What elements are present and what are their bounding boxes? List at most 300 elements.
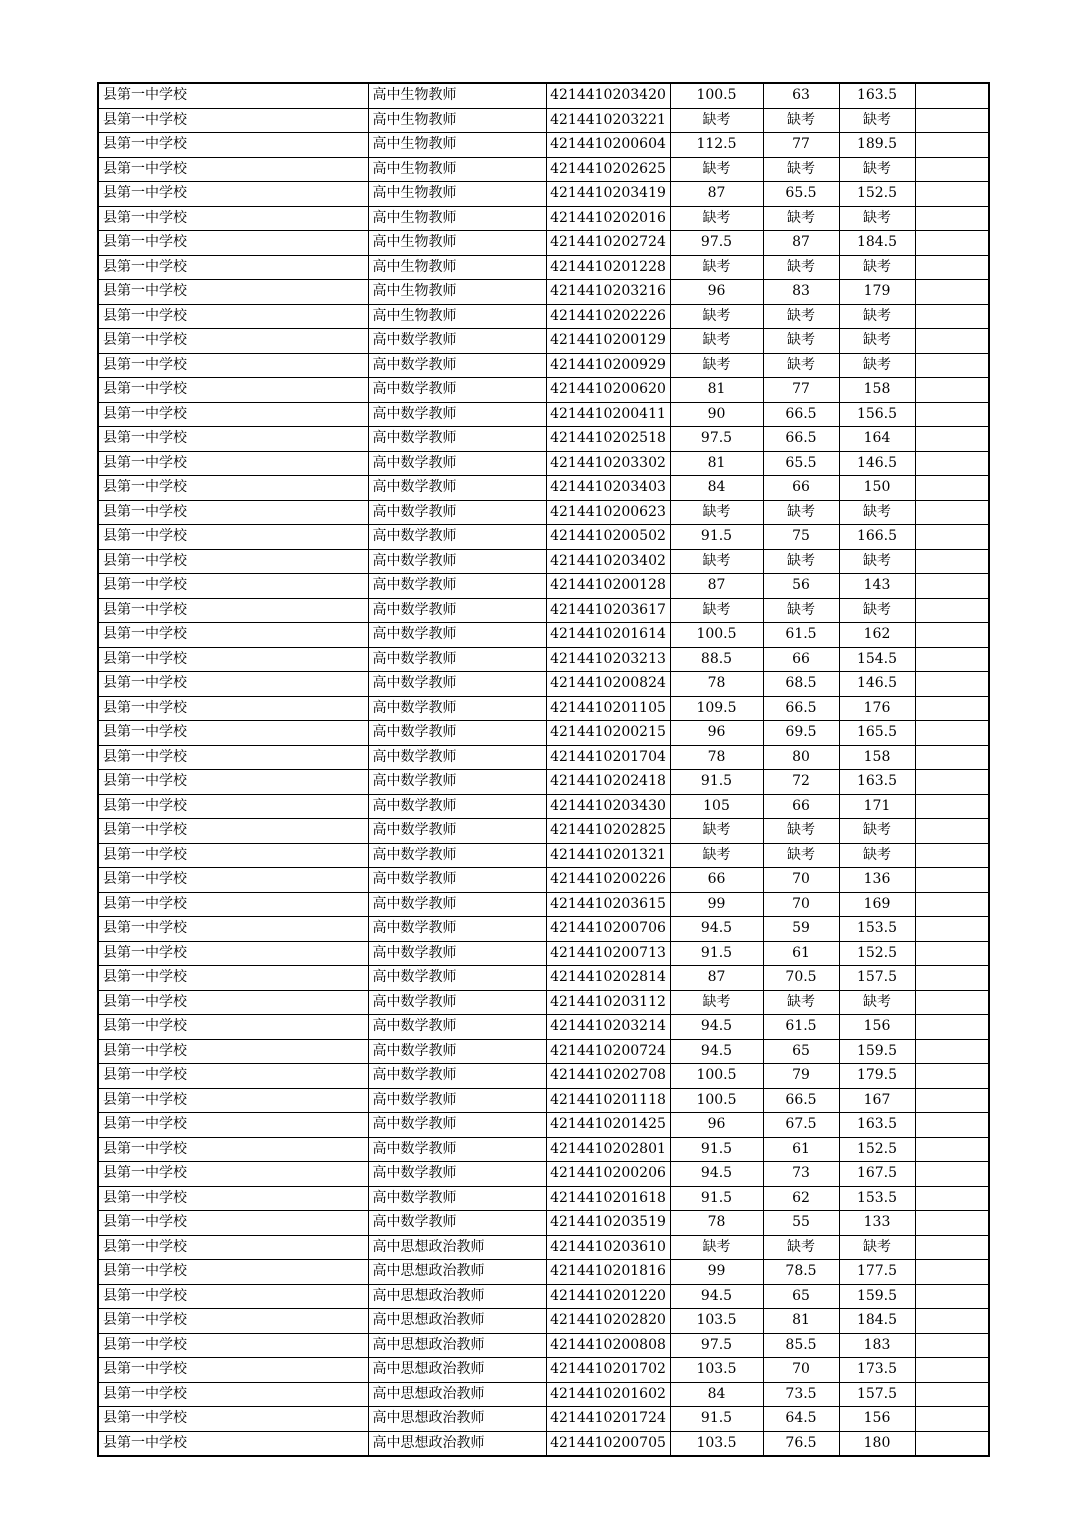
exam-id-cell: 4214410200929 xyxy=(546,353,670,378)
table-row xyxy=(98,353,989,378)
written-score-cell: 105 xyxy=(670,794,763,819)
score-table xyxy=(97,82,990,1457)
table-row xyxy=(98,1015,989,1040)
position-cell: 高中数学教师 xyxy=(368,574,546,599)
written-score-cell: 94.5 xyxy=(670,1039,763,1064)
interview-score-cell: 缺考 xyxy=(763,255,839,280)
written-score-cell: 81 xyxy=(670,378,763,403)
position-cell: 高中生物教师 xyxy=(368,231,546,256)
exam-id-cell: 4214410201614 xyxy=(546,623,670,648)
written-score-cell: 96 xyxy=(670,1113,763,1138)
position-cell: 高中数学教师 xyxy=(368,696,546,721)
table-row xyxy=(98,1382,989,1407)
total-score-cell: 缺考 xyxy=(839,819,915,844)
position-cell: 高中生物教师 xyxy=(368,182,546,207)
written-score-cell: 缺考 xyxy=(670,500,763,525)
total-score-cell: 153.5 xyxy=(839,917,915,942)
written-score-cell: 缺考 xyxy=(670,108,763,133)
exam-id-cell: 4214410200206 xyxy=(546,1162,670,1187)
remark-cell xyxy=(915,696,989,721)
exam-id-cell: 4214410200129 xyxy=(546,329,670,354)
interview-score-cell: 缺考 xyxy=(763,206,839,231)
total-score-cell: 163.5 xyxy=(839,83,915,108)
remark-cell xyxy=(915,182,989,207)
exam-id-cell: 4214410200215 xyxy=(546,721,670,746)
unit-cell: 县第一中学校 xyxy=(98,794,368,819)
position-cell: 高中思想政治教师 xyxy=(368,1235,546,1260)
remark-cell xyxy=(915,1186,989,1211)
written-score-cell: 97.5 xyxy=(670,427,763,452)
remark-cell xyxy=(915,1039,989,1064)
total-score-cell: 166.5 xyxy=(839,525,915,550)
written-score-cell: 缺考 xyxy=(670,329,763,354)
unit-cell: 县第一中学校 xyxy=(98,549,368,574)
remark-cell xyxy=(915,1211,989,1236)
unit-cell: 县第一中学校 xyxy=(98,1039,368,1064)
exam-id-cell: 4214410200411 xyxy=(546,402,670,427)
total-score-cell: 176 xyxy=(839,696,915,721)
table-row xyxy=(98,427,989,452)
position-cell: 高中数学教师 xyxy=(368,476,546,501)
remark-cell xyxy=(915,647,989,672)
total-score-cell: 缺考 xyxy=(839,157,915,182)
interview-score-cell: 61 xyxy=(763,1137,839,1162)
written-score-cell: 91.5 xyxy=(670,1186,763,1211)
total-score-cell: 156.5 xyxy=(839,402,915,427)
position-cell: 高中数学教师 xyxy=(368,525,546,550)
exam-id-cell: 4214410200713 xyxy=(546,941,670,966)
remark-cell xyxy=(915,1358,989,1383)
table-row xyxy=(98,1260,989,1285)
written-score-cell: 100.5 xyxy=(670,1064,763,1089)
written-score-cell: 94.5 xyxy=(670,917,763,942)
position-cell: 高中数学教师 xyxy=(368,819,546,844)
position-cell: 高中数学教师 xyxy=(368,378,546,403)
unit-cell: 县第一中学校 xyxy=(98,966,368,991)
interview-score-cell: 65 xyxy=(763,1284,839,1309)
interview-score-cell: 61.5 xyxy=(763,623,839,648)
position-cell: 高中数学教师 xyxy=(368,1015,546,1040)
position-cell: 高中思想政治教师 xyxy=(368,1407,546,1432)
table-row xyxy=(98,819,989,844)
total-score-cell: 157.5 xyxy=(839,1382,915,1407)
written-score-cell: 100.5 xyxy=(670,83,763,108)
written-score-cell: 103.5 xyxy=(670,1358,763,1383)
written-score-cell: 91.5 xyxy=(670,941,763,966)
exam-id-cell: 4214410201220 xyxy=(546,1284,670,1309)
exam-id-cell: 4214410201425 xyxy=(546,1113,670,1138)
total-score-cell: 153.5 xyxy=(839,1186,915,1211)
interview-score-cell: 77 xyxy=(763,378,839,403)
total-score-cell: 缺考 xyxy=(839,549,915,574)
written-score-cell: 96 xyxy=(670,721,763,746)
written-score-cell: 78 xyxy=(670,672,763,697)
table-row xyxy=(98,1333,989,1358)
table-row xyxy=(98,1309,989,1334)
exam-id-cell: 4214410203213 xyxy=(546,647,670,672)
written-score-cell: 91.5 xyxy=(670,1407,763,1432)
unit-cell: 县第一中学校 xyxy=(98,1382,368,1407)
exam-id-cell: 4214410200724 xyxy=(546,1039,670,1064)
remark-cell xyxy=(915,1137,989,1162)
interview-score-cell: 59 xyxy=(763,917,839,942)
exam-id-cell: 4214410202518 xyxy=(546,427,670,452)
unit-cell: 县第一中学校 xyxy=(98,770,368,795)
remark-cell xyxy=(915,549,989,574)
unit-cell: 县第一中学校 xyxy=(98,696,368,721)
unit-cell: 县第一中学校 xyxy=(98,868,368,893)
total-score-cell: 缺考 xyxy=(839,255,915,280)
unit-cell: 县第一中学校 xyxy=(98,1235,368,1260)
written-score-cell: 97.5 xyxy=(670,1333,763,1358)
exam-id-cell: 4214410200128 xyxy=(546,574,670,599)
interview-score-cell: 79 xyxy=(763,1064,839,1089)
written-score-cell: 78 xyxy=(670,745,763,770)
written-score-cell: 缺考 xyxy=(670,304,763,329)
unit-cell: 县第一中学校 xyxy=(98,1260,368,1285)
table-row xyxy=(98,598,989,623)
total-score-cell: 189.5 xyxy=(839,133,915,158)
total-score-cell: 164 xyxy=(839,427,915,452)
interview-score-cell: 缺考 xyxy=(763,549,839,574)
remark-cell xyxy=(915,770,989,795)
written-score-cell: 缺考 xyxy=(670,598,763,623)
exam-id-cell: 4214410202226 xyxy=(546,304,670,329)
total-score-cell: 156 xyxy=(839,1015,915,1040)
table-row xyxy=(98,868,989,893)
exam-id-cell: 4214410201816 xyxy=(546,1260,670,1285)
interview-score-cell: 缺考 xyxy=(763,598,839,623)
table-row xyxy=(98,1358,989,1383)
total-score-cell: 179 xyxy=(839,280,915,305)
interview-score-cell: 78.5 xyxy=(763,1260,839,1285)
remark-cell xyxy=(915,892,989,917)
position-cell: 高中生物教师 xyxy=(368,157,546,182)
remark-cell xyxy=(915,255,989,280)
position-cell: 高中数学教师 xyxy=(368,1162,546,1187)
table-row xyxy=(98,770,989,795)
exam-id-cell: 4214410203302 xyxy=(546,451,670,476)
remark-cell xyxy=(915,304,989,329)
exam-id-cell: 4214410200620 xyxy=(546,378,670,403)
table-row xyxy=(98,1039,989,1064)
exam-id-cell: 4214410203402 xyxy=(546,549,670,574)
total-score-cell: 171 xyxy=(839,794,915,819)
remark-cell xyxy=(915,966,989,991)
exam-id-cell: 4214410201321 xyxy=(546,843,670,868)
position-cell: 高中数学教师 xyxy=(368,892,546,917)
position-cell: 高中数学教师 xyxy=(368,647,546,672)
exam-id-cell: 4214410201602 xyxy=(546,1382,670,1407)
table-row xyxy=(98,1113,989,1138)
unit-cell: 县第一中学校 xyxy=(98,451,368,476)
total-score-cell: 177.5 xyxy=(839,1260,915,1285)
written-score-cell: 99 xyxy=(670,1260,763,1285)
interview-score-cell: 75 xyxy=(763,525,839,550)
interview-score-cell: 85.5 xyxy=(763,1333,839,1358)
exam-id-cell: 4214410200502 xyxy=(546,525,670,550)
total-score-cell: 156 xyxy=(839,1407,915,1432)
unit-cell: 县第一中学校 xyxy=(98,745,368,770)
unit-cell: 县第一中学校 xyxy=(98,108,368,133)
exam-id-cell: 4214410201118 xyxy=(546,1088,670,1113)
written-score-cell: 103.5 xyxy=(670,1431,763,1456)
exam-id-cell: 4214410202820 xyxy=(546,1309,670,1334)
written-score-cell: 90 xyxy=(670,402,763,427)
interview-score-cell: 69.5 xyxy=(763,721,839,746)
remark-cell xyxy=(915,745,989,770)
table-row xyxy=(98,83,989,108)
interview-score-cell: 缺考 xyxy=(763,157,839,182)
total-score-cell: 缺考 xyxy=(839,206,915,231)
score-table-body xyxy=(98,83,989,1456)
position-cell: 高中数学教师 xyxy=(368,1211,546,1236)
position-cell: 高中数学教师 xyxy=(368,770,546,795)
exam-id-cell: 4214410201704 xyxy=(546,745,670,770)
remark-cell xyxy=(915,1382,989,1407)
unit-cell: 县第一中学校 xyxy=(98,1284,368,1309)
remark-cell xyxy=(915,1015,989,1040)
table-row xyxy=(98,549,989,574)
position-cell: 高中生物教师 xyxy=(368,83,546,108)
unit-cell: 县第一中学校 xyxy=(98,304,368,329)
written-score-cell: 94.5 xyxy=(670,1162,763,1187)
table-row xyxy=(98,1137,989,1162)
position-cell: 高中数学教师 xyxy=(368,500,546,525)
position-cell: 高中数学教师 xyxy=(368,1137,546,1162)
exam-id-cell: 4214410202801 xyxy=(546,1137,670,1162)
table-row xyxy=(98,1284,989,1309)
remark-cell xyxy=(915,1407,989,1432)
written-score-cell: 100.5 xyxy=(670,1088,763,1113)
unit-cell: 县第一中学校 xyxy=(98,1015,368,1040)
unit-cell: 县第一中学校 xyxy=(98,672,368,697)
interview-score-cell: 83 xyxy=(763,280,839,305)
unit-cell: 县第一中学校 xyxy=(98,647,368,672)
total-score-cell: 143 xyxy=(839,574,915,599)
exam-id-cell: 4214410200705 xyxy=(546,1431,670,1456)
table-row xyxy=(98,206,989,231)
remark-cell xyxy=(915,917,989,942)
exam-id-cell: 4214410203214 xyxy=(546,1015,670,1040)
unit-cell: 县第一中学校 xyxy=(98,623,368,648)
table-row xyxy=(98,329,989,354)
table-row xyxy=(98,304,989,329)
remark-cell xyxy=(915,427,989,452)
table-row xyxy=(98,231,989,256)
total-score-cell: 146.5 xyxy=(839,672,915,697)
remark-cell xyxy=(915,598,989,623)
table-row xyxy=(98,525,989,550)
interview-score-cell: 73.5 xyxy=(763,1382,839,1407)
table-row xyxy=(98,647,989,672)
table-row xyxy=(98,794,989,819)
written-score-cell: 103.5 xyxy=(670,1309,763,1334)
exam-id-cell: 4214410203615 xyxy=(546,892,670,917)
interview-score-cell: 缺考 xyxy=(763,990,839,1015)
exam-id-cell: 4214410200623 xyxy=(546,500,670,525)
written-score-cell: 91.5 xyxy=(670,770,763,795)
interview-score-cell: 缺考 xyxy=(763,304,839,329)
exam-id-cell: 4214410203430 xyxy=(546,794,670,819)
unit-cell: 县第一中学校 xyxy=(98,1137,368,1162)
interview-score-cell: 66.5 xyxy=(763,696,839,721)
remark-cell xyxy=(915,819,989,844)
remark-cell xyxy=(915,378,989,403)
table-row xyxy=(98,1064,989,1089)
total-score-cell: 179.5 xyxy=(839,1064,915,1089)
unit-cell: 县第一中学校 xyxy=(98,402,368,427)
exam-id-cell: 4214410202825 xyxy=(546,819,670,844)
table-row xyxy=(98,1211,989,1236)
position-cell: 高中生物教师 xyxy=(368,255,546,280)
unit-cell: 县第一中学校 xyxy=(98,133,368,158)
position-cell: 高中数学教师 xyxy=(368,966,546,991)
exam-id-cell: 4214410201702 xyxy=(546,1358,670,1383)
exam-id-cell: 4214410203403 xyxy=(546,476,670,501)
interview-score-cell: 67.5 xyxy=(763,1113,839,1138)
total-score-cell: 缺考 xyxy=(839,353,915,378)
remark-cell xyxy=(915,1064,989,1089)
position-cell: 高中数学教师 xyxy=(368,917,546,942)
position-cell: 高中数学教师 xyxy=(368,451,546,476)
interview-score-cell: 66 xyxy=(763,794,839,819)
exam-id-cell: 4214410202724 xyxy=(546,231,670,256)
position-cell: 高中数学教师 xyxy=(368,868,546,893)
position-cell: 高中数学教师 xyxy=(368,329,546,354)
unit-cell: 县第一中学校 xyxy=(98,353,368,378)
interview-score-cell: 80 xyxy=(763,745,839,770)
exam-id-cell: 4214410202016 xyxy=(546,206,670,231)
written-score-cell: 81 xyxy=(670,451,763,476)
total-score-cell: 183 xyxy=(839,1333,915,1358)
total-score-cell: 缺考 xyxy=(839,598,915,623)
table-row xyxy=(98,1162,989,1187)
exam-id-cell: 4214410203617 xyxy=(546,598,670,623)
unit-cell: 县第一中学校 xyxy=(98,1064,368,1089)
unit-cell: 县第一中学校 xyxy=(98,1358,368,1383)
table-row xyxy=(98,1235,989,1260)
written-score-cell: 109.5 xyxy=(670,696,763,721)
unit-cell: 县第一中学校 xyxy=(98,476,368,501)
exam-id-cell: 4214410200226 xyxy=(546,868,670,893)
total-score-cell: 180 xyxy=(839,1431,915,1456)
total-score-cell: 154.5 xyxy=(839,647,915,672)
interview-score-cell: 55 xyxy=(763,1211,839,1236)
written-score-cell: 91.5 xyxy=(670,525,763,550)
position-cell: 高中生物教师 xyxy=(368,108,546,133)
total-score-cell: 167.5 xyxy=(839,1162,915,1187)
unit-cell: 县第一中学校 xyxy=(98,1309,368,1334)
interview-score-cell: 缺考 xyxy=(763,353,839,378)
interview-score-cell: 56 xyxy=(763,574,839,599)
total-score-cell: 缺考 xyxy=(839,304,915,329)
table-row xyxy=(98,966,989,991)
total-score-cell: 缺考 xyxy=(839,843,915,868)
remark-cell xyxy=(915,451,989,476)
exam-id-cell: 4214410202708 xyxy=(546,1064,670,1089)
total-score-cell: 152.5 xyxy=(839,1137,915,1162)
total-score-cell: 158 xyxy=(839,745,915,770)
position-cell: 高中数学教师 xyxy=(368,721,546,746)
total-score-cell: 169 xyxy=(839,892,915,917)
position-cell: 高中生物教师 xyxy=(368,304,546,329)
table-row xyxy=(98,157,989,182)
remark-cell xyxy=(915,108,989,133)
total-score-cell: 173.5 xyxy=(839,1358,915,1383)
total-score-cell: 163.5 xyxy=(839,770,915,795)
exam-id-cell: 4214410203216 xyxy=(546,280,670,305)
remark-cell xyxy=(915,1431,989,1456)
position-cell: 高中数学教师 xyxy=(368,1039,546,1064)
total-score-cell: 159.5 xyxy=(839,1039,915,1064)
position-cell: 高中生物教师 xyxy=(368,206,546,231)
written-score-cell: 78 xyxy=(670,1211,763,1236)
exam-id-cell: 4214410202625 xyxy=(546,157,670,182)
unit-cell: 县第一中学校 xyxy=(98,1113,368,1138)
interview-score-cell: 66.5 xyxy=(763,1088,839,1113)
total-score-cell: 162 xyxy=(839,623,915,648)
table-row xyxy=(98,990,989,1015)
position-cell: 高中数学教师 xyxy=(368,1064,546,1089)
remark-cell xyxy=(915,1088,989,1113)
table-row xyxy=(98,843,989,868)
written-score-cell: 99 xyxy=(670,892,763,917)
interview-score-cell: 68.5 xyxy=(763,672,839,697)
remark-cell xyxy=(915,402,989,427)
interview-score-cell: 缺考 xyxy=(763,329,839,354)
position-cell: 高中数学教师 xyxy=(368,353,546,378)
table-row xyxy=(98,108,989,133)
interview-score-cell: 76.5 xyxy=(763,1431,839,1456)
unit-cell: 县第一中学校 xyxy=(98,231,368,256)
interview-score-cell: 70.5 xyxy=(763,966,839,991)
position-cell: 高中思想政治教师 xyxy=(368,1431,546,1456)
position-cell: 高中思想政治教师 xyxy=(368,1309,546,1334)
table-row xyxy=(98,1407,989,1432)
position-cell: 高中数学教师 xyxy=(368,1186,546,1211)
written-score-cell: 缺考 xyxy=(670,1235,763,1260)
position-cell: 高中数学教师 xyxy=(368,402,546,427)
interview-score-cell: 70 xyxy=(763,1358,839,1383)
unit-cell: 县第一中学校 xyxy=(98,378,368,403)
unit-cell: 县第一中学校 xyxy=(98,1211,368,1236)
interview-score-cell: 64.5 xyxy=(763,1407,839,1432)
interview-score-cell: 缺考 xyxy=(763,1235,839,1260)
written-score-cell: 87 xyxy=(670,966,763,991)
total-score-cell: 146.5 xyxy=(839,451,915,476)
total-score-cell: 缺考 xyxy=(839,500,915,525)
remark-cell xyxy=(915,525,989,550)
remark-cell xyxy=(915,721,989,746)
remark-cell xyxy=(915,794,989,819)
position-cell: 高中数学教师 xyxy=(368,990,546,1015)
exam-id-cell: 4214410200706 xyxy=(546,917,670,942)
unit-cell: 县第一中学校 xyxy=(98,500,368,525)
unit-cell: 县第一中学校 xyxy=(98,843,368,868)
unit-cell: 县第一中学校 xyxy=(98,206,368,231)
total-score-cell: 163.5 xyxy=(839,1113,915,1138)
total-score-cell: 152.5 xyxy=(839,941,915,966)
unit-cell: 县第一中学校 xyxy=(98,892,368,917)
interview-score-cell: 缺考 xyxy=(763,843,839,868)
table-row xyxy=(98,941,989,966)
position-cell: 高中数学教师 xyxy=(368,941,546,966)
unit-cell: 县第一中学校 xyxy=(98,525,368,550)
position-cell: 高中数学教师 xyxy=(368,672,546,697)
total-score-cell: 165.5 xyxy=(839,721,915,746)
total-score-cell: 150 xyxy=(839,476,915,501)
